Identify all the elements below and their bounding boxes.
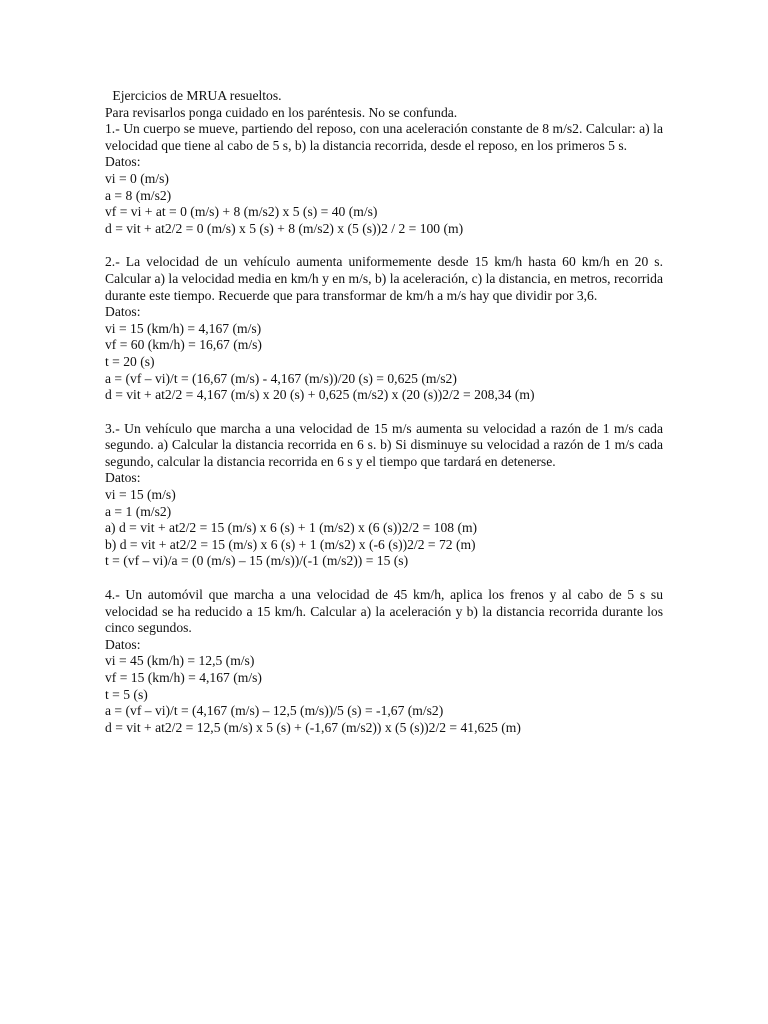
solution-line: t = (vf – vi)/a = (0 (m/s) – 15 (m/s))/(-1 (m/s2)) = 15 (s) xyxy=(105,553,409,569)
exercise-statement: 2.- La velocidad de un vehículo aumenta uniformemente desde 15 km/h hasta 60 km/h en 20 s. Calcular a) la velocidad media en km/h y en m/s, b) la aceleración, c) la distancia, en metros, recorrida durante este tiempo. Recuerde que para transformar de km/h a m/s hay que dividir por 3,6. xyxy=(105,254,663,303)
paragraph-gap xyxy=(105,570,663,587)
solution-line: vf = 15 (km/h) = 4,167 (m/s) xyxy=(105,670,262,685)
exercise-3 xyxy=(105,421,663,570)
datos-label: Datos: xyxy=(105,154,141,170)
exercise-1 xyxy=(105,121,663,237)
solution-line: b) d = vit + at2/2 = 15 (m/s) x 6 (s) + 1 (m/s2) x (-6 (s))2/2 = 72 (m) xyxy=(105,536,476,552)
paragraph-gap xyxy=(105,237,663,254)
datos-label: Datos: xyxy=(105,470,141,486)
document-page xyxy=(105,88,663,736)
exercise-statement: 3.- Un vehículo que marcha a una velocidad de 15 m/s aumenta su velocidad a razón de 1 m/s cada segundo. a) Calcular la distancia recorrida en 6 s. b) Si disminuye su velocidad a razón de 1 m/s cada segundo, calcular la distancia recorrida en 6 s y el tiempo que tardará en detenerse. xyxy=(105,420,663,469)
solution-line: a) d = vit + at2/2 = 15 (m/s) x 6 (s) + 1 (m/s2) x (6 (s))2/2 = 108 (m) xyxy=(105,520,478,536)
exercise-statement: 4.- Un automóvil que marcha a una velocidad de 45 km/h, aplica los frenos y al cabo de 5 s su velocidad se ha reducido a 15 km/h. Calcular a) la aceleración y b) la distancia recorrida durante los cinco segundos. xyxy=(105,587,663,636)
solution-line: vf = vi + at = 0 (m/s) + 8 (m/s2) x 5 (s) = 40 (m/s) xyxy=(105,204,378,220)
solution-line: vi = 0 (m/s) xyxy=(105,170,169,186)
solution-line: d = vit + at2/2 = 12,5 (m/s) x 5 (s) + (-1,67 (m/s2)) x (5 (s))2/2 = 41,625 (m) xyxy=(105,719,521,735)
solution-line: vi = 15 (km/h) = 4,167 (m/s) xyxy=(105,320,262,336)
solution-line: t = 5 (s) xyxy=(105,686,148,702)
solution-line: a = 8 (m/s2) xyxy=(105,187,172,203)
solution-line: t = 20 (s) xyxy=(105,353,155,369)
solution-line: a = (vf – vi)/t = (16,67 (m/s) - 4,167 (m/s))/20 (s) = 0,625 (m/s2) xyxy=(105,370,457,386)
datos-label: Datos: xyxy=(105,304,141,320)
solution-line: vf = 60 (km/h) = 16,67 (m/s) xyxy=(105,337,262,353)
datos-label: Datos: xyxy=(105,636,141,652)
exercise-statement: 1.- Un cuerpo se mueve, partiendo del reposo, con una aceleración constante de 8 m/s2. Calcular: a) la velocidad que tiene al cabo de 5 s, b) la distancia recorrida, desde el reposo, en los primeros 5 s. xyxy=(105,121,663,153)
solution-line: a = (vf – vi)/t = (4,167 (m/s) – 12,5 (m/s))/5 (s) = -1,67 (m/s2) xyxy=(105,703,444,719)
solution-line: vi = 15 (m/s) xyxy=(105,487,176,503)
solution-line: d = vit + at2/2 = 0 (m/s) x 5 (s) + 8 (m/s2) x (5 (s))2 / 2 = 100 (m) xyxy=(105,220,464,236)
exercise-4 xyxy=(105,587,663,736)
solution-line: vi = 45 (km/h) = 12,5 (m/s) xyxy=(105,653,255,669)
document-title: Ejercicios de MRUA resueltos. xyxy=(109,88,282,103)
paragraph-gap xyxy=(105,404,663,421)
document-intro: Para revisarlos ponga cuidado en los paréntesis. No se confunda. xyxy=(105,104,458,120)
solution-line: d = vit + at2/2 = 4,167 (m/s) x 20 (s) + 0,625 (m/s2) x (20 (s))2/2 = 208,34 (m) xyxy=(105,387,535,403)
exercise-2 xyxy=(105,254,663,403)
solution-line: a = 1 (m/s2) xyxy=(105,503,172,519)
